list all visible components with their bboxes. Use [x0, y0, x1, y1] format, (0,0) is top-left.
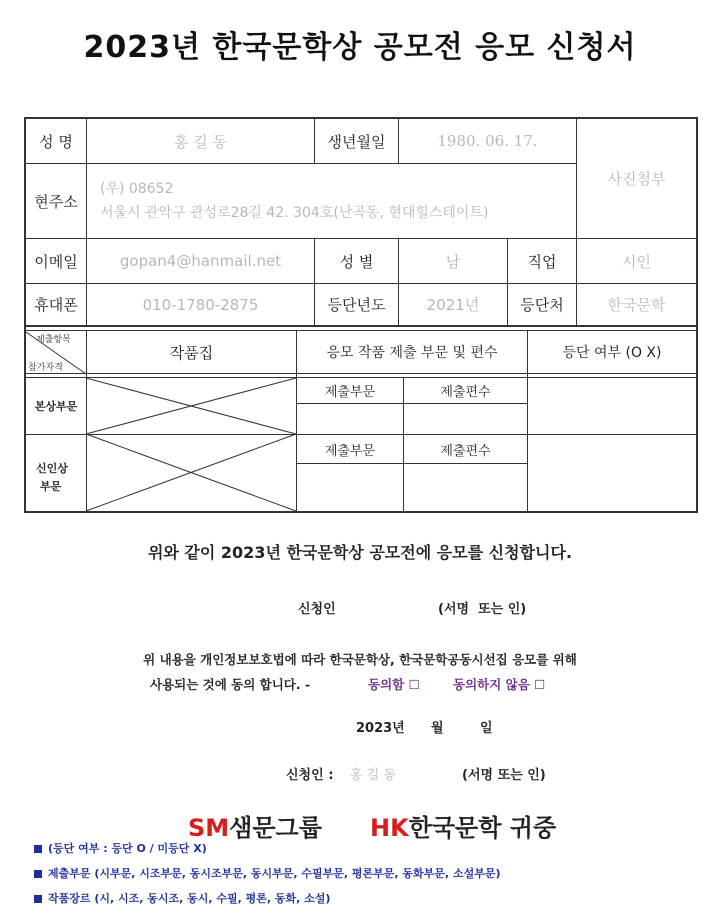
- job-field[interactable]: 시인: [622, 252, 651, 271]
- corner-submit-items: 제출항목: [36, 335, 71, 345]
- birth-label: 생년월일: [327, 132, 386, 151]
- date-year: 2023년: [356, 721, 405, 736]
- date-day[interactable]: 일: [480, 721, 493, 736]
- job-label: 직업: [527, 252, 557, 271]
- org2-prefix: HK: [370, 814, 409, 842]
- applicant-sign-label: 신청인: [298, 602, 336, 617]
- row-newcomer-line2: 부문: [40, 480, 62, 493]
- email-label: 이메일: [34, 252, 78, 271]
- org2-name: 한국문학 귀중: [408, 814, 557, 842]
- bullet-icon: [34, 845, 42, 853]
- disagree-checkbox[interactable]: 동의하지 않음 ☐: [453, 677, 546, 692]
- privacy-line1: 위 내용을 개인정보보호법에 따라 한국문학상, 한국문학공동시선집 응모를 위해: [143, 652, 577, 667]
- name-label: 성 명: [39, 132, 73, 151]
- main-count-header: 제출편수: [440, 385, 491, 400]
- email-field[interactable]: gopan4@hanmail.net: [119, 252, 282, 270]
- signature-field[interactable]: (서명 또는 인): [438, 602, 527, 617]
- debut-place-label: 등단처: [520, 296, 564, 314]
- address-field[interactable]: 서울시 관악구 관성로28길 42. 304호(난곡동, 현대힐스테이트): [100, 205, 489, 221]
- page-title: 2023년 한국문학상 공모전 응모 신청서: [83, 30, 637, 65]
- main-category-header: 제출부문: [324, 385, 376, 400]
- org1-prefix: SM: [188, 814, 230, 842]
- privacy-line2: 사용되는 것에 동의 합니다. -: [150, 677, 311, 692]
- gender-field[interactable]: 남: [445, 252, 461, 271]
- debut-year-field[interactable]: 2021년: [426, 296, 480, 314]
- newcomer-category-header: 제출부문: [324, 443, 376, 459]
- postal-code[interactable]: (우) 08652: [100, 181, 174, 197]
- birth-field[interactable]: 1980. 06. 17.: [437, 132, 538, 150]
- gender-label: 성 별: [339, 252, 374, 271]
- date-month[interactable]: 월: [431, 721, 444, 736]
- phone-field[interactable]: 010-1780-2875: [142, 295, 259, 314]
- col-debut: 등단 여부 (O X): [562, 345, 662, 361]
- corner-eligibility: 참가자격: [28, 363, 63, 373]
- row-newcomer-line1: 신인상: [36, 462, 68, 475]
- bullet-icon: [34, 895, 42, 903]
- photo-attach-area[interactable]: 사진첨부: [607, 170, 666, 188]
- signature2-field[interactable]: (서명 또는 인): [462, 768, 546, 783]
- org-hk-korean-lit: [370, 808, 556, 843]
- name-field[interactable]: 홍 길 동: [173, 132, 227, 151]
- debut-place-field[interactable]: 한국문학: [607, 296, 666, 314]
- col-entry: 응모 작품 제출 부문 및 편수: [326, 345, 498, 361]
- note-categories: 제출부문 (시부문, 시조부문, 동시조부문, 동시부문, 수필부문, 평론부문, 동화부문, 소설부문): [34, 865, 500, 881]
- note-genres: 작품장르 (시, 시조, 동시조, 동시, 수필, 평론, 동화, 소설): [34, 890, 330, 906]
- applicant-sign2-label: 신청인 :: [286, 768, 334, 783]
- debut-year-label: 등단년도: [327, 296, 386, 314]
- note-debut: (등단 여부 : 등단 O / 미등단 X): [34, 840, 207, 856]
- col-collection: 작품집: [169, 343, 214, 362]
- agree-checkbox[interactable]: 동의함 ☐: [368, 677, 420, 692]
- org-sm-samun: [188, 808, 322, 843]
- declaration-text: 위와 같이 2023년 한국문학상 공모전에 응모를 신청합니다.: [147, 543, 573, 562]
- applicant-sign2-name[interactable]: 홍 길 동: [350, 768, 396, 783]
- phone-label: 휴대폰: [34, 296, 78, 314]
- org1-name: 샘문그룹: [229, 814, 322, 842]
- address-label: 현주소: [34, 192, 78, 211]
- row-main-award: 본상부문: [34, 400, 78, 413]
- bullet-icon: [34, 870, 42, 878]
- newcomer-count-header: 제출편수: [440, 443, 491, 459]
